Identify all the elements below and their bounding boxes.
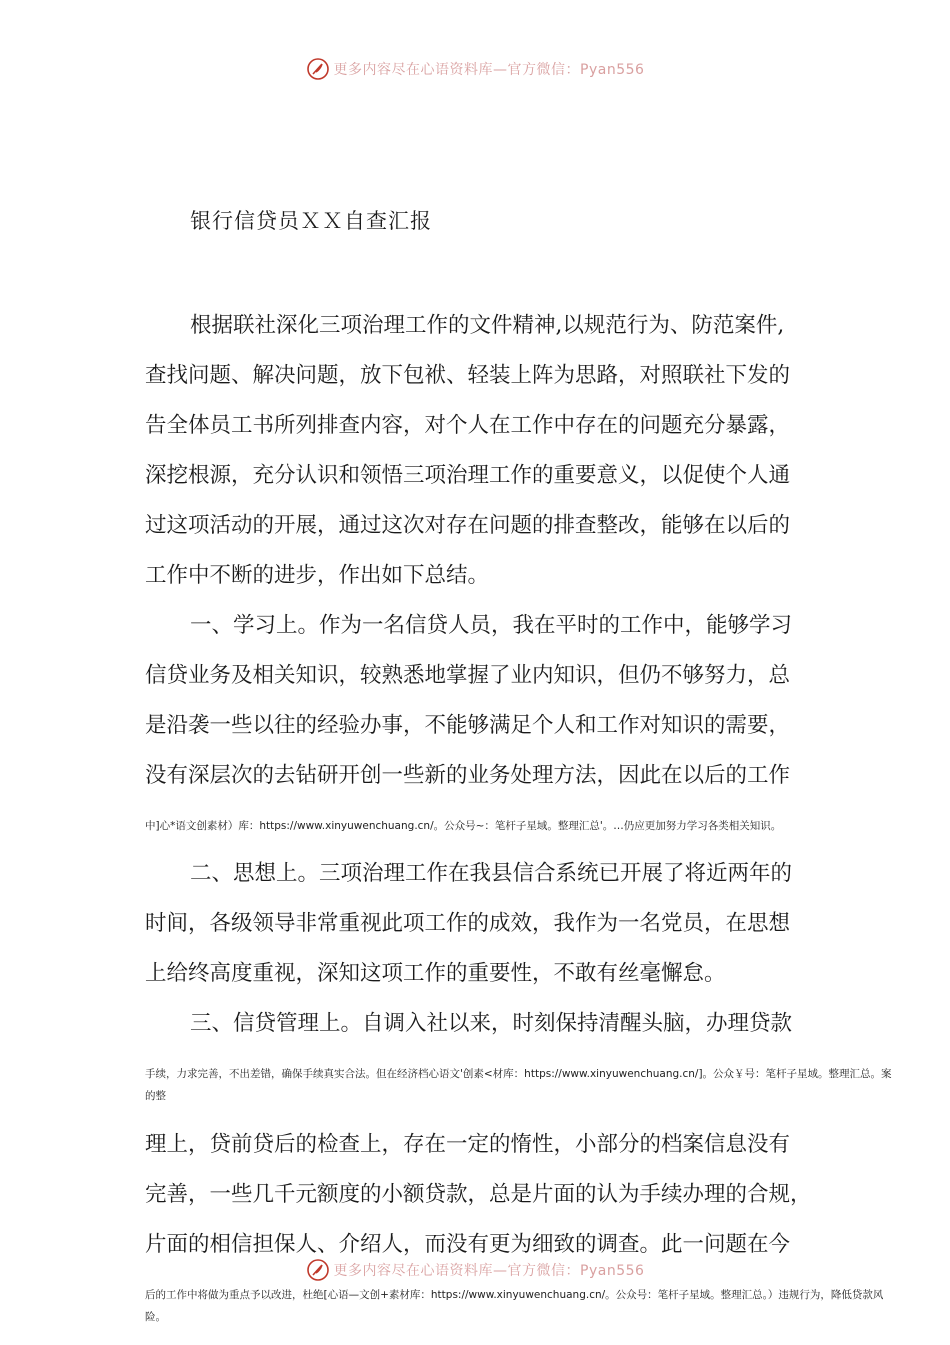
paragraph-line: 根据联社深化三项治理工作的文件精神,以规范行为、防范案件,: [190, 313, 785, 338]
small-text-line: 手续，力求完善，不出差错，确保手续真实合法。但在经济档心语文'创素<材库：https://www.xinyuwenchuang.cn/]。公众￥号：笔杆子星域。整理汇总。案: [145, 1068, 892, 1080]
watermark-bottom: [0, 1255, 950, 1285]
feather-pen-logo-icon: [306, 57, 330, 81]
small-text-line: 险。: [145, 1311, 166, 1323]
paragraph-line: 三、信贷管理上。自调入社以来，时刻保持清醒头脑，办理贷款: [190, 1011, 793, 1036]
paragraph-line: 一、学习上。作为一名信贷人员，我在平时的工作中，能够学习: [190, 613, 793, 638]
paragraph-line: 工作中不断的进步，作出如下总结。: [145, 563, 490, 588]
small-text-line: 的整: [145, 1090, 166, 1102]
paragraph-line: 二、思想上。三项治理工作在我县信合系统已开展了将近两年的: [190, 861, 793, 886]
paragraph-line: 过这项活动的开展，通过这次对存在问题的排查整改，能够在以后的: [145, 513, 791, 538]
document-title: 银行信贷员ＸＸ自查汇报: [190, 209, 432, 233]
watermark-top: [0, 54, 950, 84]
small-text-line: 中]心*语文创素材）库：https://www.xinyuwenchuang.cn/。公众号~：笔杆子星域。整理汇总'。…仍应更加努力学习各类相关知识。: [145, 820, 782, 832]
paragraph-line: 查找问题、解决问题，放下包袱、轻装上阵为思路，对照联社下发的: [145, 363, 791, 388]
paragraph-line: 信贷业务及相关知识，较熟悉地掌握了业内知识，但仍不够努力，总: [145, 663, 791, 688]
paragraph-line: 时间，各级领导非常重视此项工作的成效，我作为一名党员，在思想: [145, 911, 791, 936]
paragraph-line: 上给终高度重视，深知这项工作的重要性，不敢有丝毫懈怠。: [145, 961, 726, 986]
paragraph-line: 完善，一些几千元额度的小额贷款，总是片面的认为手续办理的合规，: [145, 1182, 812, 1207]
paragraph-line: 深挖根源，充分认识和领悟三项治理工作的重要意义，以促使个人通: [145, 463, 791, 488]
paragraph-line: 理上，贷前贷后的检查上，存在一定的惰性，小部分的档案信息没有: [145, 1132, 791, 1157]
paragraph-line: 告全体员工书所列排查内容，对个人在工作中存在的问题充分暴露，: [145, 413, 791, 438]
watermark-text: 更多内容尽在心语资料库—官方微信：Pyan556: [333, 1263, 645, 1279]
paragraph-line: 片面的相信担保人、介绍人，而没有更为细致的调查。此一问题在今: [145, 1232, 791, 1257]
paragraph-line: 没有深层次的去钻研开创一些新的业务处理方法，因此在以后的工作: [145, 763, 791, 788]
paragraph-line: 是沿袭一些以往的经验办事，不能够满足个人和工作对知识的需要，: [145, 713, 791, 738]
watermark-text: 更多内容尽在心语资料库—官方微信：Pyan556: [333, 62, 645, 78]
small-text-line: 后的工作中将做为重点予以改进，杜绝[心语—文创+素材库：https://www.xinyuwenchuang.cn/。公众号：笔杆子星域。整理汇总。）违规行为，降低贷款风: [145, 1289, 884, 1301]
feather-pen-logo-icon: [306, 1258, 330, 1282]
